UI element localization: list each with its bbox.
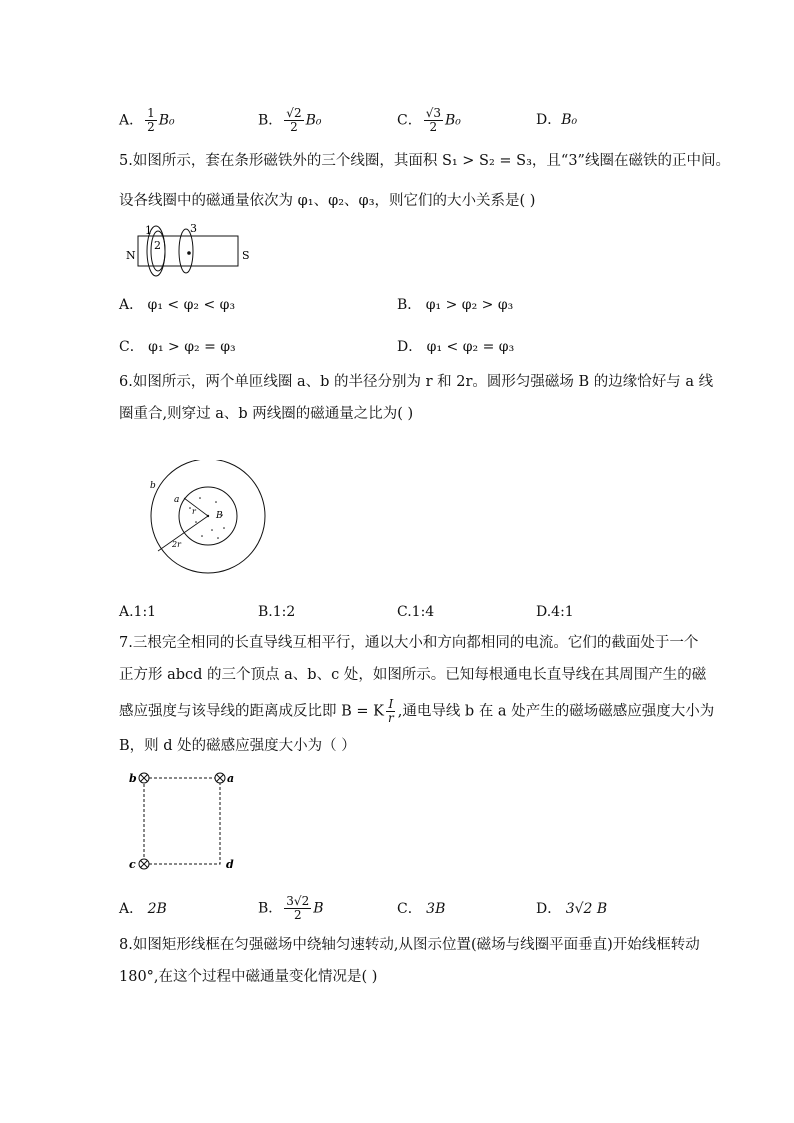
label-a: a xyxy=(174,495,180,505)
wire-b xyxy=(139,773,149,783)
radius-2r xyxy=(158,516,208,551)
label-2r: 2r xyxy=(172,540,181,549)
q7-line-2: 正方形 abcd 的三个顶点 a、b、c 处，如图所示。已知每根通电长直导线在其周围产生的磁 xyxy=(119,667,707,683)
q4-option-a: A． $\frac{1}{2}$ B₀ xyxy=(119,106,175,134)
label-n: N xyxy=(126,249,136,262)
label-a: a xyxy=(227,772,235,785)
q8-line-1: 8.如图矩形线框在匀强磁场中绕轴匀速转动,从图示位置(磁场与线圈平面垂直)开始线框转动 xyxy=(119,937,700,953)
bar-magnet xyxy=(138,236,238,266)
center-dot xyxy=(187,251,191,255)
q4-option-c: C． $\frac{√3}{2}$ B₀ xyxy=(397,106,461,134)
q6-option-d: D.4:1 xyxy=(536,604,574,620)
q5-option-a: A． φ₁ < φ₂ < φ₃ xyxy=(119,297,236,313)
label-d: d xyxy=(226,858,234,871)
q6-option-c: C.1:4 xyxy=(397,604,435,620)
q5-line-1: 5.如图所示，套在条形磁铁外的三个线圈，其面积 S₁ > S₂ = S₃，且“3”线圈在磁铁的正中间。 xyxy=(119,153,730,169)
q5-option-b: B． φ₁ > φ₂ > φ₃ xyxy=(397,297,514,313)
label-coil-3: 3 xyxy=(190,222,197,235)
q6-circles-figure xyxy=(140,460,270,590)
square-abcd xyxy=(144,778,220,864)
q7-option-a: A． 2B xyxy=(119,901,167,917)
q8-line-2: 180°,在这个过程中磁通量变化情况是( ) xyxy=(119,969,378,985)
wire-a xyxy=(215,773,225,783)
q4-option-b: B． $\frac{√2}{2}$ B₀ xyxy=(258,106,322,134)
label-c: c xyxy=(129,858,136,871)
q6-line-2: 圈重合,则穿过 a、b 两线圈的磁通量之比为( ) xyxy=(119,406,414,422)
q6-line-1: 6.如图所示，两个单匝线圈 a、b 的半径分别为 r 和 2r。圆形匀强磁场 B 的边缘恰好与 a 线 xyxy=(119,374,714,390)
q7-line-3: 感应强度与该导线的距离成反比即 B = K $\frac{I}{r}$ ,通电导线 b 在 a 处产生的磁场磁感应强度大小为 xyxy=(119,697,715,725)
label-coil-2: 2 xyxy=(154,239,161,252)
q5-magnet-figure xyxy=(118,220,258,280)
q5-option-c: C． φ₁ > φ₂ = φ₃ xyxy=(119,339,236,355)
q7-square-figure xyxy=(126,768,236,873)
q6-option-b: B.1:2 xyxy=(258,604,296,620)
q7-line-1: 7.三根完全相同的长直导线互相平行，通以大小和方向都相同的电流。它们的截面处于一个 xyxy=(119,635,699,651)
label-B: B xyxy=(216,511,223,521)
label-coil-1: 1 xyxy=(145,224,152,237)
wire-c xyxy=(139,859,149,869)
label-b: b xyxy=(150,481,156,491)
q4-option-d: D．B₀ xyxy=(536,112,578,128)
q7-option-b: B． $\frac{3√2}{2}$ B xyxy=(258,894,324,922)
q7-line-4: B，则 d 处的磁感应强度大小为（ ） xyxy=(119,738,356,754)
center-point xyxy=(207,515,209,517)
label-r: r xyxy=(192,507,196,516)
q7-option-d: D． 3√2 B xyxy=(536,901,608,917)
label-b: b xyxy=(129,772,137,785)
label-s: S xyxy=(242,249,250,262)
q5-option-d: D． φ₁ < φ₂ = φ₃ xyxy=(397,339,515,355)
q6-option-a: A.1:1 xyxy=(119,604,157,620)
radius-r xyxy=(184,498,208,516)
q7-option-c: C． 3B xyxy=(397,901,446,917)
q5-line-2: 设各线圈中的磁通量依次为 φ₁、φ₂、φ₃，则它们的大小关系是( ) xyxy=(119,193,536,209)
